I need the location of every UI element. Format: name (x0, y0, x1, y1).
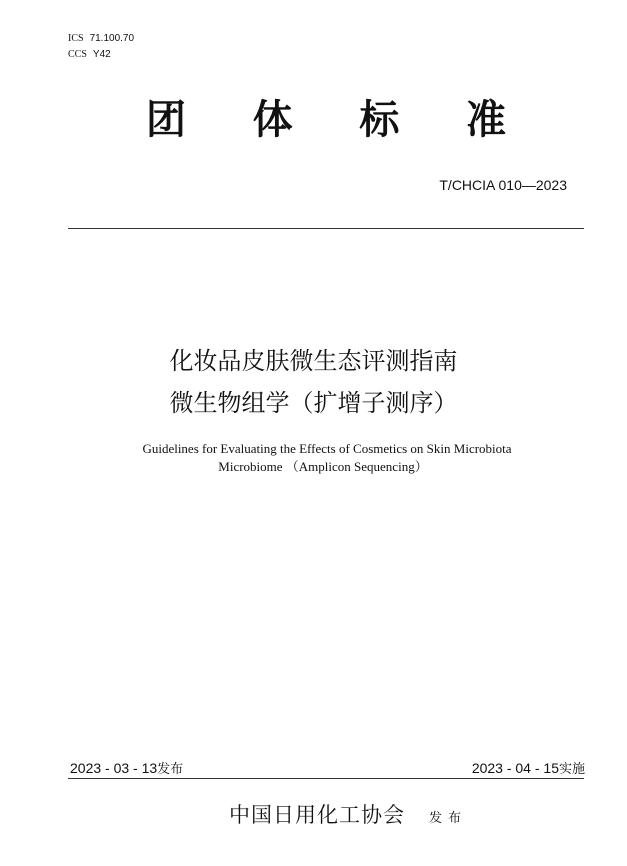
implement-date-value: 2023 - 04 - 15 (471, 760, 559, 776)
ccs-code (68, 49, 111, 61)
publisher-name: 中国日用化工协会 (229, 803, 405, 827)
title-chinese-line-2: 微生物组学（扩增子测序） (169, 389, 458, 417)
standard-type-char: 准 (465, 97, 506, 143)
top-divider (68, 228, 584, 229)
publisher-line (229, 801, 467, 833)
standard-number: T/CHCIA 010—2023 (439, 177, 567, 193)
title-english-line-1: Guidelines for Evaluating the Effects of Cosmetics on Skin Microbiota (142, 441, 512, 456)
publish-date (70, 760, 183, 778)
standard-type-char: 标 (359, 97, 400, 143)
standard-type-char: 体 (252, 97, 293, 143)
publish-date-label: 发布 (157, 762, 184, 777)
bottom-divider (68, 778, 584, 779)
title-english-line-2: Microbiome （Amplicon Sequencing） (218, 459, 428, 474)
publisher-action: 发布 (429, 811, 468, 826)
ics-label: ICS (68, 33, 84, 44)
standard-type-char: 团 (146, 97, 186, 143)
title-chinese-line-1: 化妆品皮肤微生态评测指南 (169, 347, 458, 375)
ics-value: 71.100.70 (89, 33, 135, 44)
implement-date-label: 实施 (558, 762, 585, 777)
standard-type-heading (146, 96, 506, 144)
ccs-value: Y42 (92, 49, 111, 60)
implement-date (472, 760, 585, 778)
publish-date-value: 2023 - 03 - 13 (70, 760, 158, 776)
ics-code (68, 33, 134, 45)
ccs-label: CCS (68, 49, 87, 60)
